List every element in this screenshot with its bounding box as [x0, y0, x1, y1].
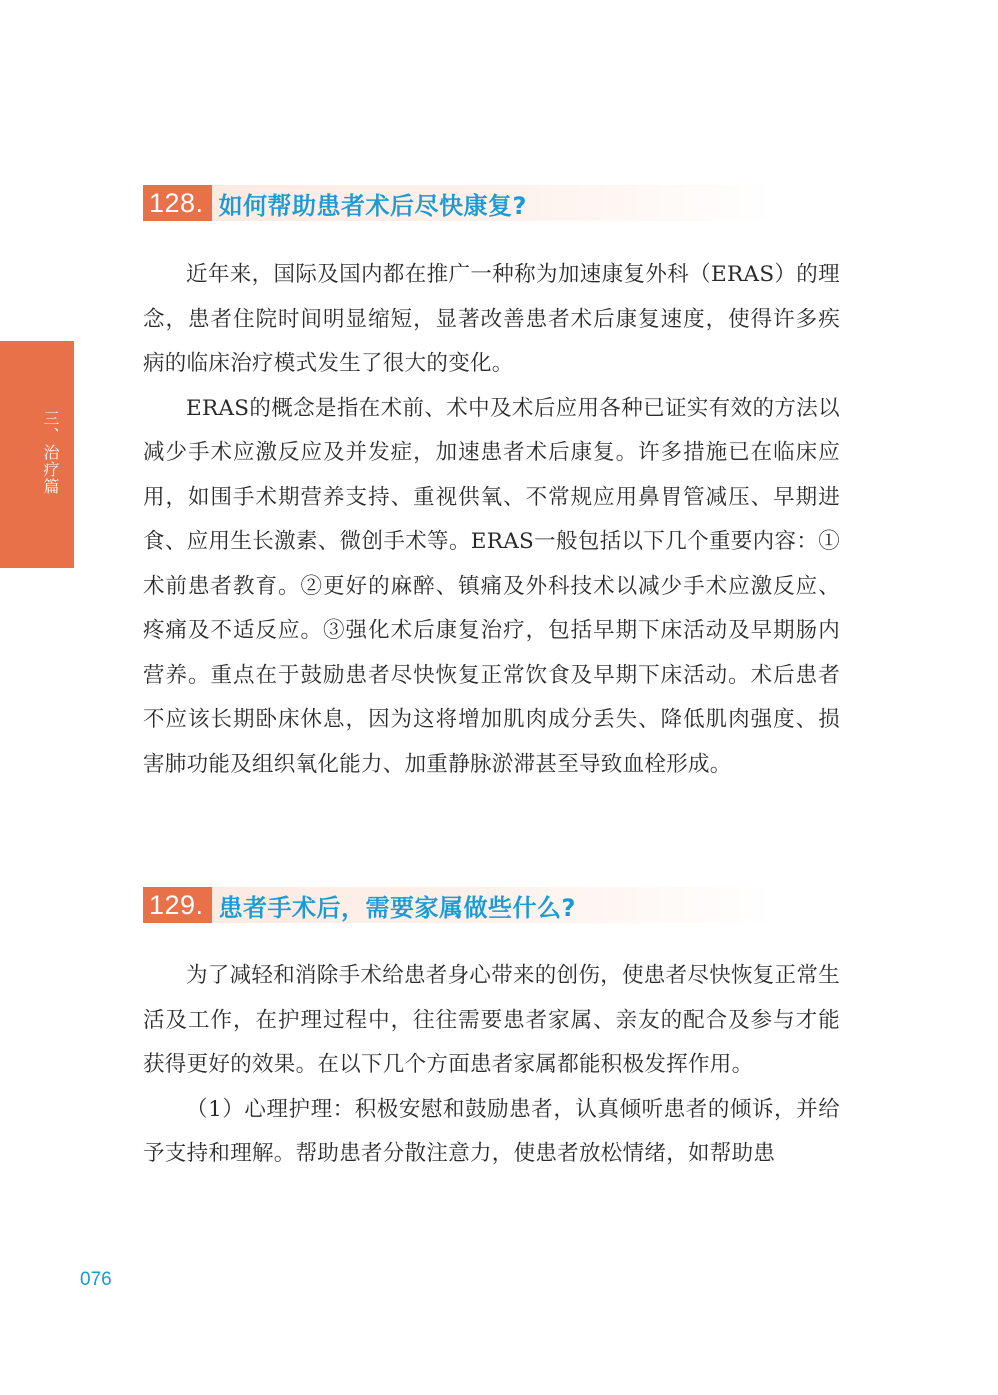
- question-title: 如何帮助患者术后尽快康复?: [218, 191, 527, 220]
- paragraph: （1）心理护理：积极安慰和鼓励患者，认真倾听患者的倾诉，并给予支持和理解。帮助患者分散注意力，使患者放松情绪，如帮助患: [143, 1096, 840, 1166]
- question-heading-129: [143, 887, 773, 923]
- question-number: 128.: [143, 185, 212, 221]
- side-tab: [0, 341, 74, 568]
- paragraph: 为了减轻和消除手术给患者身心带来的创伤，使患者尽快恢复正常生活及工作，在护理过程中，往往需要患者家属、亲友的配合及参与才能获得更好的效果。在以下几个方面患者家属都能积极发挥作用。: [143, 963, 841, 1077]
- question-heading-128: [143, 185, 773, 221]
- answer-body-129: [143, 954, 840, 1177]
- chapter-label: 三、治疗篇: [41, 410, 60, 495]
- paragraph: ERAS的概念是指在术前、术中及术后应用各种已证实有效的方法以减少手术应激反应及并发症，加速患者术后康复。许多措施已在临床应用，如围手术期营养支持、重视供氧、不常规应用鼻胃管减压、早期进食、应用生长激素、微创手术等。ERAS一般包括以下几个重要内容：①术前患者教育。②更好的麻醉、镇痛及外科技术以减少手术应激反应、疼痛及不适反应。③强化术后康复治疗，包括早期下床活动及早期肠内营养。重点在于鼓励患者尽快恢复正常饮食及早期下床活动。术后患者不应该长期卧床休息，因为这将增加肌肉成分丢失、降低肌肉强度、损害肺功能及组织氧化能力、加重静脉淤滞甚至导致血栓形成。: [143, 395, 840, 777]
- page-number: 076: [80, 1269, 112, 1290]
- question-title: 患者手术后，需要家属做些什么?: [218, 893, 576, 922]
- question-number: 129.: [143, 887, 212, 923]
- paragraph: 近年来，国际及国内都在推广一种称为加速康复外科（ERAS）的理念，患者住院时间明显缩短，显著改善患者术后康复速度，使得许多疾病的临床治疗模式发生了很大的变化。: [143, 262, 840, 376]
- answer-body-128: [143, 253, 840, 787]
